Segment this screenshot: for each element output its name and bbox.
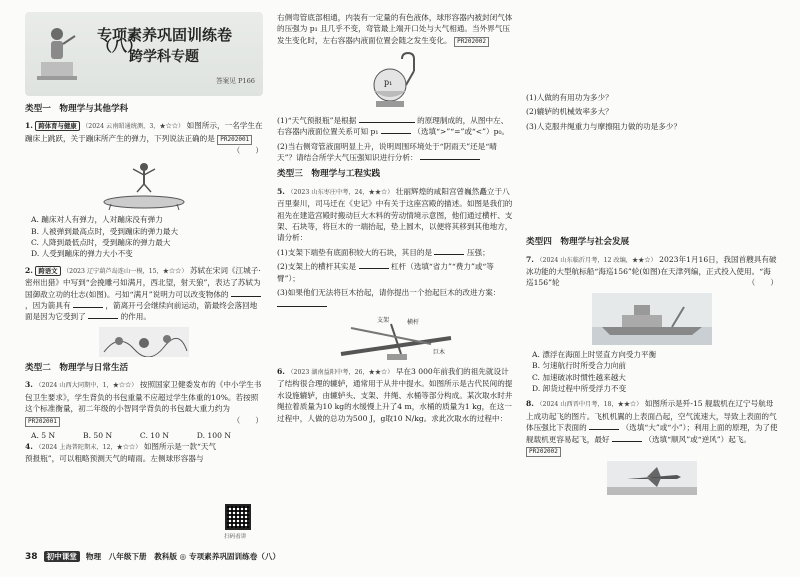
question-6-sub-3: (3)人克服井绳重力与摩擦阻力做的功是多少？ [526, 121, 682, 131]
question-source: （2024 山西大同期中，1，★☆☆） [35, 382, 138, 390]
question-text-mid: ，因为箭具有 [25, 301, 71, 311]
crossbar-label: 横杆 [407, 318, 420, 326]
sub-question-text: （选填“>”“=”或“<”）p₀。 [413, 127, 510, 137]
answer-blank[interactable] [231, 289, 261, 297]
sub-question-text: (2)支架上的横杆其实是 [277, 262, 357, 272]
column-1 [25, 12, 263, 468]
option-d: D. 100 N [196, 430, 231, 440]
question-text: 如图所示是歼-15 舰载机在辽宁号航母上成功起飞的图片。飞机机翼的上表面凸起，空气流速大，导致上表面的气体压强比下表面的 [526, 399, 777, 433]
question-text-end: 的作用。 [120, 312, 151, 322]
option-a: A. 漂浮在海面上时竖直方向受力平衡 [532, 349, 657, 359]
answer-bracket: （ ） [747, 278, 778, 288]
sub-question-text: 压强； [466, 247, 490, 257]
fighter-jet-figure [607, 461, 697, 495]
question-number: 1. [25, 121, 33, 131]
question-text: 右侧弯管底部相通，内装有一定量的有色液体，球形容器内被封闭气体的压强为 p₁ 且几乎不变，弯管最上端开口处与大气相通。当外界气压发生变化时，左右容器内液面位置会随之发生变化。 [277, 13, 513, 45]
weather-bottle-figure [356, 51, 436, 111]
icebreaker-ship-figure [592, 293, 712, 345]
question-number: 4. [25, 441, 33, 451]
section-heading-4: 类型四 物理学与社会发展 [526, 237, 630, 248]
question-number: 8. [526, 399, 534, 409]
question-code: PR202002 [526, 447, 561, 457]
question-6 [277, 366, 515, 424]
question-text: 如图所示，一名学生在蹦床上跳跃，关于蹦床所产生的弹力，下列说法正确的是 [25, 121, 263, 143]
answer-reference: 答案见 P166 [216, 77, 255, 85]
question-text: 早在3 000年前我们的祖先就设计了结构很合理的辘轳，通常用于从井中提水。如图所示是古代民间的提水设施辘轳，由辘轳头、支架、井绳、水桶等部分构成。某次取水时井绳拉着质量为10 kg的水缓慢上升了4 m，水桶的质量为1 kg，在这一过程中，人做的总功为500 J，g取10 N/kg。求此次取水的过程中： [277, 366, 513, 423]
option-d: D. 卸货过程中所受浮力不变 [532, 384, 627, 394]
footer-text: 物理 八年级下册 教科版 ◎ 专项素养巩固训练卷（八） [85, 552, 281, 561]
trampoline-figure [89, 160, 199, 210]
answer-blank[interactable] [434, 247, 464, 255]
answer-blank[interactable] [88, 311, 118, 319]
question-text-tail: （选填“顺风”或“逆风”）起飞。 [644, 434, 752, 444]
question-text: 如图所示是一款“天气预报瓶”，可以粗略预测天气的晴雨。左侧球形容器与 [25, 441, 217, 464]
sub-question-text: (1)支架下端垫有底面积较大的石块，其目的是 [277, 247, 433, 257]
student-illustration-icon [31, 22, 81, 88]
pressure-label: p₁ [384, 77, 393, 87]
question-text-mid: （选填“大”或“小”）；利用上面的原理，为了使舰载机更容易起飞，最好 [526, 423, 778, 444]
question-6-sub-1: (1)人做的有用功为多少？ [526, 93, 613, 102]
option-c: C. 10 N [139, 430, 169, 440]
subject-tag: 跨体育与健康 [35, 121, 79, 131]
question-1 [25, 120, 263, 156]
section-heading-3: 类型三 物理学与工程实践 [277, 169, 381, 180]
section-heading-2: 类型二 物理学与日常生活 [25, 362, 129, 373]
options-row [31, 430, 231, 441]
question-number: 7. [526, 254, 534, 264]
answer-blank[interactable] [73, 300, 103, 308]
option-b: B. 人被弹到最高点时，受到蹦床的弹力最大 [31, 226, 179, 236]
column-3-spacer [526, 12, 778, 92]
sub-question-text: (2)当右侧弯管液面明显上升，说明周围环境处于“阴雨天”还是“晴天”？请结合所学大气压强知识进行分析： [277, 141, 497, 163]
question-5 [277, 186, 515, 244]
question-number: 5. [277, 186, 285, 196]
question-code: PR202001 [25, 417, 60, 427]
question-source: （2024 山东临沂月考，12 改编，★★☆） [536, 256, 657, 264]
option-c: C. 加速破冰时惯性越来越大 [532, 372, 626, 382]
answer-blank[interactable] [612, 434, 642, 442]
question-number: 3. [25, 380, 33, 390]
answer-blank[interactable] [381, 126, 411, 134]
support-label: 支架 [377, 316, 390, 324]
question-source: （2023 辽宁葫芦岛连山一模，15，★☆☆） [62, 267, 188, 275]
question-text: 按照国家卫健委发布的《中小学生书包卫生要求》，学生背负的书包重量不应超过学生体重的10%。若按照这个标准衡量，初二年级的小智同学背负的书包最大重力约为 [25, 380, 262, 414]
question-4-continued [277, 12, 515, 47]
question-source: （2024 山西晋中月考，18，★★☆） [536, 401, 643, 409]
question-text: 苏轼在宋词《江城子·密州出猎》中写到“会挽雕弓如满月，西北望，射天狼”，表达了苏轼为国御敌立功的壮志(如图)。弓如“满月”说明力可以改变物体的 [25, 265, 261, 299]
option-b: B. 50 N [82, 430, 113, 440]
question-number: 2. [25, 265, 33, 275]
qr-code[interactable] [225, 504, 251, 530]
option-b: B. 匀速航行时所受合力向前 [532, 361, 626, 371]
sub-question-text: 的原理制成的，从图中左、右容器内液面位置关系可知 p₁ [277, 115, 509, 137]
sub-question-text: (3)如果他们无法将巨木抬起，请你提出一个抬起巨木的改进方案： [277, 288, 501, 298]
question-source: （2024 云南昭通统测，3，★☆☆） [82, 123, 185, 131]
answer-blank[interactable] [277, 299, 327, 307]
question-7 [526, 254, 778, 289]
page-footer [25, 551, 280, 562]
option-a: A. 蹦床对人有弹力，人对蹦床没有弹力 [31, 215, 163, 225]
option-c: C. 人降到最低点时，受到蹦床的弹力最大 [31, 238, 171, 248]
question-8 [526, 398, 778, 457]
hunting-painting-figure [99, 327, 189, 357]
question-text: 壮丽辉煌的咸阳宫曾巍然矗立于八百里秦川，司马迁在《史记》中有关于这座宫殿的描述。如图是我们的祖先在建造宫殿时搬动巨大木料的劳动情境示意图，他们通过横杆、支架、石块等，将巨木的一端抬起，垫上圆木，以便将其移到其他地方，请分析： [277, 186, 513, 243]
question-5-sub-3 [277, 287, 515, 310]
question-number: 6. [277, 366, 285, 376]
title-banner [25, 12, 263, 96]
log-label: 巨木 [433, 348, 446, 356]
question-5-sub-2 [277, 261, 515, 284]
question-text: 2023年1月16日，我国首艘具有破冰功能的大型航标船“海巡156”轮(如图)在天津列编，正式投入使用。“海巡156”轮 [526, 254, 777, 288]
question-source: （2023 湖南益阳中考，26，★★☆） [287, 368, 394, 376]
answer-blank[interactable] [589, 422, 619, 430]
question-5-sub-1 [277, 247, 515, 258]
question-6-sub-2: (2)辘轳的机械效率多大？ [526, 107, 613, 117]
lever-figure [331, 314, 461, 362]
brand-label: 初中课堂 [44, 551, 80, 562]
question-text-tail: ，箭离开弓会继续向前运动，箭最终会落回地面是因为它受到了 [25, 301, 258, 322]
question-source: （2024 上海普陀期末，12，★☆☆） [35, 443, 142, 451]
answer-blank[interactable] [420, 152, 480, 160]
question-2 [25, 265, 263, 323]
option-d: D. 人受到蹦床的弹力大小不变 [31, 249, 133, 259]
section-heading-1: 类型一 物理学与其他学科 [25, 104, 129, 114]
question-code: PR202001 [217, 135, 252, 145]
sub-question-text: (1)“天气预报瓶”是根据 [277, 115, 357, 125]
answer-bracket: （ ） [232, 145, 263, 155]
answer-space [526, 135, 778, 231]
sub-question-text: 杠杆（选填“省力”“费力”或“等臂”）； [277, 262, 494, 283]
banner-subtitle: 跨学科专题 [129, 49, 199, 65]
question-4 [25, 441, 221, 465]
page-number: 38 [25, 551, 38, 562]
question-code: PR202002 [454, 37, 489, 47]
question-4-sub-2 [277, 141, 515, 164]
qr-label: 扫码看讲 [224, 534, 247, 540]
column-2 [277, 12, 515, 427]
answer-bracket: （ ） [232, 415, 263, 425]
question-4-sub-1 [277, 115, 515, 138]
question-source: （2023 山东枣庄中考，24，★★☆） [287, 188, 394, 196]
question-3 [25, 379, 263, 426]
banner-title: 专项素养巩固训练卷（八） [97, 26, 233, 56]
answer-blank[interactable] [359, 261, 389, 269]
column-3 [526, 12, 778, 499]
answer-blank[interactable] [359, 115, 415, 123]
option-a: A. 5 N [31, 430, 56, 440]
subject-tag: 跨语文 [35, 266, 60, 276]
